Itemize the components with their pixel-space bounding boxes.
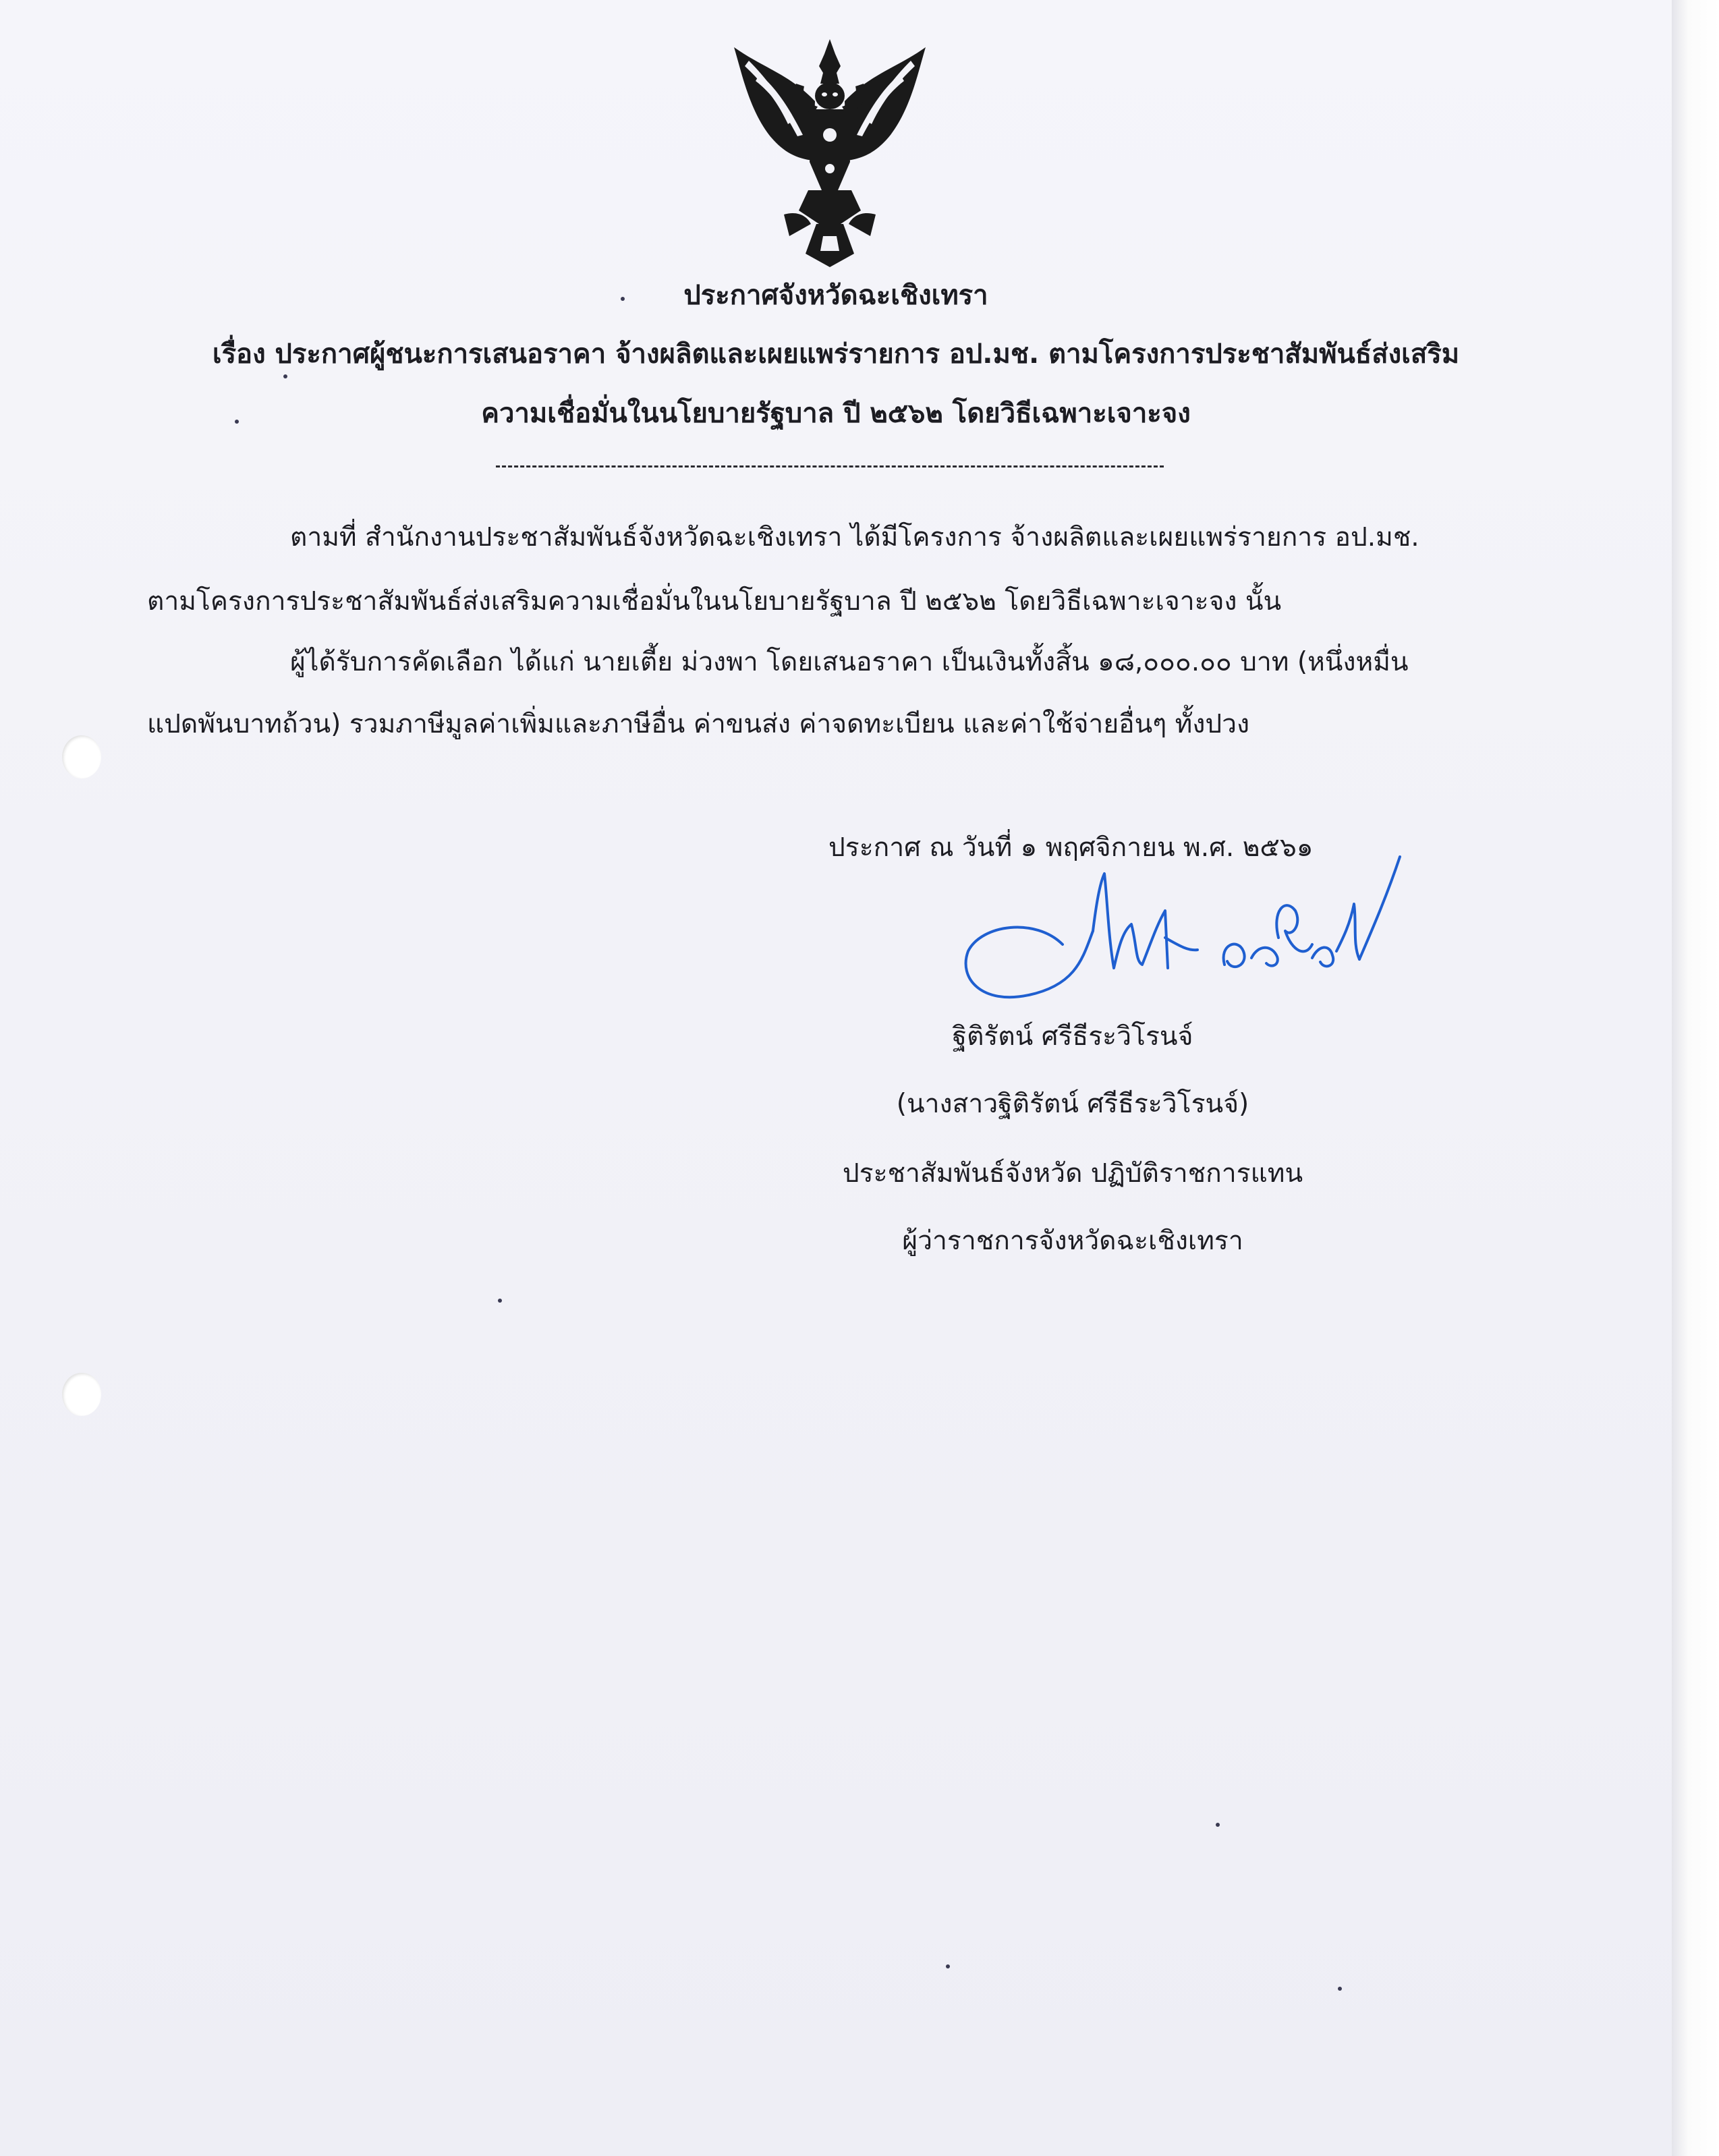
punch-hole-bottom: [62, 1373, 101, 1416]
announcement-date: ประกาศ ณ วันที่ ๑ พฤศจิกายน พ.ศ. ๒๕๖๑: [828, 832, 1314, 863]
signer-position-1: ประชาสัมพันธ์จังหวัด ปฏิบัติราชการแทน: [842, 1158, 1303, 1189]
subject-line-2: ความเชื่อมั่นในนโยบายรัฐบาล ปี ๒๕๖๒ โดยวิธีเฉพาะเจาะจง: [481, 398, 1191, 429]
handwritten-signature-icon: [955, 843, 1413, 1019]
signer-position-2: ผู้ว่าราชการจังหวัดฉะเชิงเทรา: [902, 1226, 1243, 1256]
punch-hole-top: [62, 735, 101, 778]
scan-speck: [1338, 1987, 1342, 1991]
para1-line1: ตามที่ สำนักงานประชาสัมพันธ์จังหวัดฉะเชิงเทรา ได้มีโครงการ จ้างผลิตและเผยแพร่รายการ อป.มช.: [290, 522, 1419, 552]
scan-speck: [946, 1964, 950, 1968]
para1-line2: ตามโครงการประชาสัมพันธ์ส่งเสริมความเชื่อมั่นในนโยบายรัฐบาล ปี ๒๕๖๒ โดยวิธีเฉพาะเจาะจง นั้น: [147, 586, 1282, 617]
scan-speck: [1216, 1823, 1220, 1827]
para2-line1: ผู้ได้รับการคัดเลือก ได้แก่ นายเตี้ย ม่วงพา โดยเสนอราคา เป็นเงินทั้งสิ้น ๑๘,๐๐๐.๐๐ บาท (หนึ่งหมื่น: [290, 647, 1409, 677]
para2-line2: แปดพันบาทถ้วน) รวมภาษีมูลค่าเพิ่มและภาษีอื่น ค่าขนส่ง ค่าจดทะเบียน และค่าใช้จ่ายอื่นๆ ทั้งปวง: [147, 709, 1250, 739]
province-title: ประกาศจังหวัดฉะเชิงเทรา: [683, 280, 988, 311]
scan-speck: [621, 297, 625, 301]
subject-line-1: เรื่อง ประกาศผู้ชนะการเสนอราคา จ้างผลิตและเผยแพร่รายการ อป.มช. ตามโครงการประชาสัมพันธ์ส่งเสริม: [212, 339, 1460, 370]
scan-speck: [498, 1299, 502, 1303]
scan-edge: [1672, 0, 1719, 2156]
scan-speck: [283, 374, 287, 378]
signer-full-name: (นางสาวฐิติรัตน์ ศรีธีระวิโรนจ์): [896, 1089, 1249, 1119]
garuda-emblem-icon: [722, 34, 938, 270]
signer-name: ฐิติรัตน์ ศรีธีระวิโรนจ์: [952, 1021, 1193, 1052]
header-divider: [496, 465, 1164, 467]
scan-speck: [235, 420, 239, 424]
